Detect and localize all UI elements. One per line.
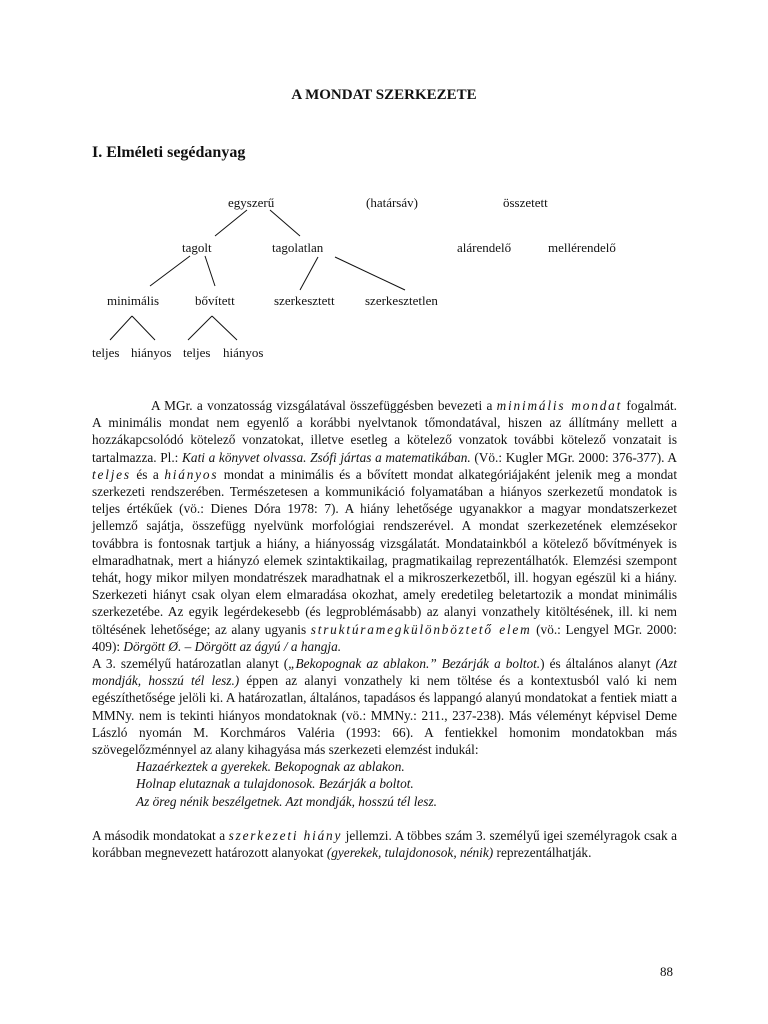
label-mellerendelo: mellérendelő xyxy=(548,240,616,255)
label-szerkesztett: szerkesztett xyxy=(274,293,335,308)
term-strukturamegkulonbozteto: struktúramegkülönböztető elem xyxy=(310,621,532,637)
example-line-2: Holnap elutaznak a tulajdonosok. Bezárják a boltot. xyxy=(136,776,414,792)
edge-tagolt-minimalis xyxy=(150,256,190,286)
example-line-1: Hazaérkeztek a gyerekek. Bekopognak az ablakon. xyxy=(136,759,405,775)
sentence-structure-diagram xyxy=(0,190,768,370)
edge-bovitett-teljes xyxy=(188,316,212,340)
label-tagolatlan: tagolatlan xyxy=(272,240,324,255)
edge-bovitett-hianyos xyxy=(212,316,237,340)
example-bekopognak: „Bekopognak az ablakon.” Bezárják a boltot. xyxy=(288,656,541,672)
label-hatarsav: (határsáv) xyxy=(366,195,418,210)
term-hianyos: hiányos xyxy=(164,466,219,482)
edge-minimalis-teljes xyxy=(110,316,132,340)
label-hianyos-2: hiányos xyxy=(223,345,264,360)
term-minimalis-mondat: minimális mondat xyxy=(496,398,623,413)
edge-egyszeru-tagolt xyxy=(215,210,247,236)
label-teljes-2: teljes xyxy=(183,345,211,360)
label-tagolt: tagolt xyxy=(182,240,212,255)
section-heading: I. Elméleti segédanyag xyxy=(92,144,246,161)
edge-tagolatlan-szerkesztett xyxy=(300,257,318,290)
label-bovitett: bővített xyxy=(195,293,235,308)
edge-egyszeru-tagolatlan xyxy=(270,210,300,236)
label-osszetett: összetett xyxy=(503,195,548,210)
edge-tagolt-bovitett xyxy=(205,256,215,286)
body-text xyxy=(92,397,677,861)
example-dorgott: Dörgött Ø. – Dörgött az ágyú / a hangja. xyxy=(123,638,342,654)
label-hianyos-1: hiányos xyxy=(131,345,172,360)
label-teljes-1: teljes xyxy=(92,345,120,360)
term-szerkezeti-hiany: szerkezeti hiány xyxy=(228,827,343,843)
edge-minimalis-hianyos xyxy=(132,316,155,340)
example-azt-mondjak: (Azt mondják, hosszú tél lesz.) xyxy=(92,656,677,689)
label-minimalis: minimális xyxy=(107,293,159,308)
page-number: 88 xyxy=(660,964,673,979)
example-line-3: Az öreg nénik beszélgetnek. Azt mondják, hosszú tél lesz. xyxy=(136,793,437,809)
label-szerkesztetlen: szerkesztetlen xyxy=(365,293,438,308)
paragraph-hatarozatlan-alany: A 3. személyű határozatlan alanyt („Bekopognak az ablakon.” Bezárják a boltot.) és általános alanyt (Azt mondják, hosszú tél lesz.) éppen az alanyi vonzathely ki nem töltése és a kontextusból való ki nem egészíthetősége jelöli ki. A határozatlan, általános, tapadásos és lappangó alanyú mondatokat a fentiek miatt a MMNy. nem is tekinti hiányos mondatoknak (vö.: MMNy.: 211., 237-238). Más véleményt képvisel Deme László nyomán M. Korchmáros Valéria (1993: 66). A fentiekkel homonim mondatokban más szövegelőzménnyel az alany kihagyása más szerkezeti elemzést indukál: xyxy=(92,656,678,758)
page-title: A MONDAT SZERKEZETE xyxy=(291,87,477,103)
example-alanyok: (gyerekek, tulajdonosok, nénik) xyxy=(326,845,494,861)
label-alarendelo: alárendelő xyxy=(457,240,512,255)
label-egyszeru: egyszerű xyxy=(228,195,275,210)
term-teljes: teljes xyxy=(92,466,131,482)
paragraph-szerkezeti-hiany: A második mondatokat a szerkezeti hiány jellemzi. A többes szám 3. személyű igei személyragok csak a korábban megnevezett határozott alanyokat (gyerekek, tulajdonosok, nénik) reprezentálhatják. xyxy=(92,827,678,861)
diagram-lines xyxy=(0,190,768,370)
paragraph-gap xyxy=(92,810,677,827)
example-kati: Kati a könyvet olvassa. Zsófi jártas a matematikában. xyxy=(182,449,471,465)
paragraph-minimalis-mondat: A MGr. a vonzatosság vizsgálatával összefüggésben bevezeti a minimális mondat fogalmát. A minimális mondat nem egyenlő a korábbi nyelvtanok tőmondatával, hiszen az állítmány mellett a hozzákapcsolódó kötelező vonzatokat, illetve esetleg a kötelező vonzatok további kötelező vonzatait is tartalmazza. Pl.: Kati a könyvet olvassa. Zsófi jártas a matematikában. (Vö.: Kugler MGr. 2000: 376-377). A teljes és a hiányos mondat a minimális és a bővített mondat alkategóriájaként jelenik meg a mondat szerkezeti rendszerében. Természetesen a kommunikáció folyamatában a hiányos szerkezetű mondatok is teljes értékűek (vö.: Dienes Dóra 1978: 7). A hiány lehetősége ugyanakkor a magyar mondatszerkezet jellemző sajátja, összefügg nyelvünk morfológiai rendszerével. A mondat szerkezetének elemzésekor továbbra is fontosnak tartjuk a hiány, a hiányosság vizsgálatát. Mondatainkból a kötelező bővítmények is elmaradhatnak, mert a hiányzó elemek szintaktikailag, pragmatikailag reprezentálhatók. Elemzési szempont tehát, hogy mikor milyen mondatrészek maradhatnak el a mikroszerkezetből, ill. hogyan egészül ki a hiány. Szerkezeti hiányt csak olyan elem elmaradása okozhat, amely eredetileg beletartozik a mondat minimális szerkezetébe. Az egyik legérdekesebb (és legproblémásabb) az alanyi vonzathely kitöltésének, ill. ki nem töltésének lehetősége; az alany ugyanis struktúramegkülönböztető elem (vö.: Lengyel MGr. 2000: 409): Dörgött Ø. – Dörgött az ágyú / a hangja. xyxy=(92,398,678,654)
edge-tagolatlan-szerkesztetlen xyxy=(335,257,405,290)
